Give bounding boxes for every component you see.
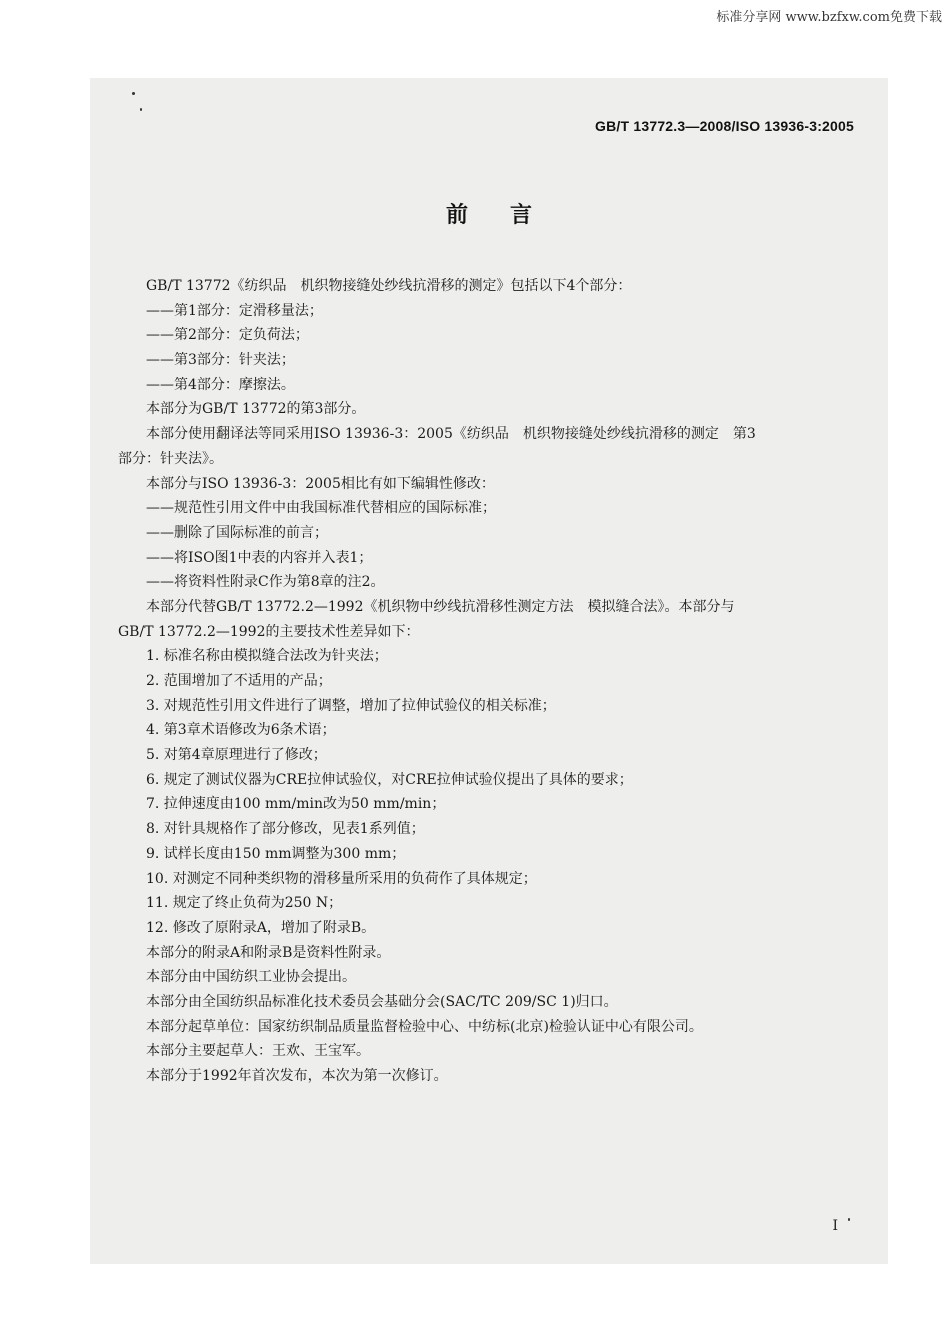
- paragraph-line: 本部分使用翻译法等同采用ISO 13936-3：2005《纺织品 机织物接缝处纱线抗滑移的测定 第3: [146, 426, 756, 443]
- list-item: ——第4部分：摩擦法。: [146, 376, 295, 393]
- standard-number: GB/T 13772.3—2008/ISO 13936-3:2005: [595, 118, 854, 134]
- list-item: 5. 对第4章原理进行了修改；: [146, 747, 327, 764]
- paragraph-line: 本部分起草单位：国家纺织制品质量监督检验中心、中纺标(北京)检验认证中心有限公司。: [146, 1018, 703, 1035]
- list-item: ——第1部分：定滑移量法；: [146, 302, 323, 319]
- list-item: 1. 标准名称由模拟缝合法改为针夹法；: [146, 648, 388, 665]
- list-item: 8. 对针具规格作了部分修改，见表1系列值；: [146, 821, 425, 838]
- list-item: 2. 范围增加了不适用的产品；: [146, 673, 332, 689]
- list-item: 6. 规定了测试仪器为CRE拉伸试验仪，对CRE拉伸试验仪提出了具体的要求；: [146, 771, 633, 788]
- paragraph-line: GB/T 13772《纺织品 机织物接缝处纱线抗滑移的测定》包括以下4个部分：: [146, 278, 632, 294]
- scan-speck: [140, 108, 142, 111]
- list-item: 11. 规定了终止负荷为250 N；: [146, 895, 343, 912]
- list-item: ——删除了国际标准的前言；: [146, 524, 328, 541]
- paragraph-line: 本部分由全国纺织品标准化技术委员会基础分会(SAC/TC 209/SC 1)归口。: [146, 993, 618, 1010]
- list-item: ——将ISO图1中表的内容并入表1；: [146, 549, 373, 566]
- paragraph-line: 本部分主要起草人：王欢、王宝军。: [146, 1043, 370, 1060]
- paragraph-line: 本部分为GB/T 13772的第3部分。: [146, 401, 366, 418]
- paragraph-line: 本部分于1992年首次发布，本次为第一次修订。: [146, 1068, 448, 1084]
- paragraph-line: 部分：针夹法》。: [118, 450, 223, 467]
- page-number: I: [832, 1218, 838, 1234]
- watermark-text: 标准分享网 www.bzfxw.com免费下载: [716, 10, 942, 25]
- paragraph-line: 本部分与ISO 13936-3：2005相比有如下编辑性修改：: [146, 475, 495, 492]
- scanned-page: [90, 78, 888, 1264]
- list-item: ——第3部分：针夹法；: [146, 352, 295, 369]
- paragraph-line: 本部分的附录A和附录B是资料性附录。: [146, 944, 391, 961]
- paragraph-line: 本部分代替GB/T 13772.2—1992《机织物中纱线抗滑移性测定方法 模拟缝合法》。本部分与: [146, 598, 735, 615]
- paragraph-line: 本部分由中国纺织工业协会提出。: [146, 969, 356, 986]
- list-item: 9. 试样长度由150 mm调整为300 mm；: [146, 845, 406, 862]
- page-title: 前言: [445, 203, 574, 228]
- list-item: 4. 第3章术语修改为6条术语；: [146, 722, 336, 739]
- list-item: ——规范性引用文件中由我国标准代替相应的国际标准；: [146, 500, 496, 517]
- list-item: 3. 对规范性引用文件进行了调整，增加了拉伸试验仪的相关标准；: [146, 697, 556, 714]
- scan-speck: [848, 1218, 850, 1221]
- list-item: 7. 拉伸速度由100 mm/min改为50 mm/min；: [146, 796, 446, 813]
- paragraph-line: GB/T 13772.2—1992的主要技术性差异如下：: [118, 623, 420, 640]
- list-item: ——将资料性附录C作为第8章的注2。: [146, 574, 385, 591]
- list-item: 12. 修改了原附录A，增加了附录B。: [146, 919, 376, 936]
- scan-speck: [132, 92, 135, 95]
- list-item: ——第2部分：定负荷法；: [146, 327, 309, 344]
- foreword-body: [118, 274, 858, 1089]
- list-item: 10. 对测定不同种类织物的滑移量所采用的负荷作了具体规定；: [146, 870, 537, 887]
